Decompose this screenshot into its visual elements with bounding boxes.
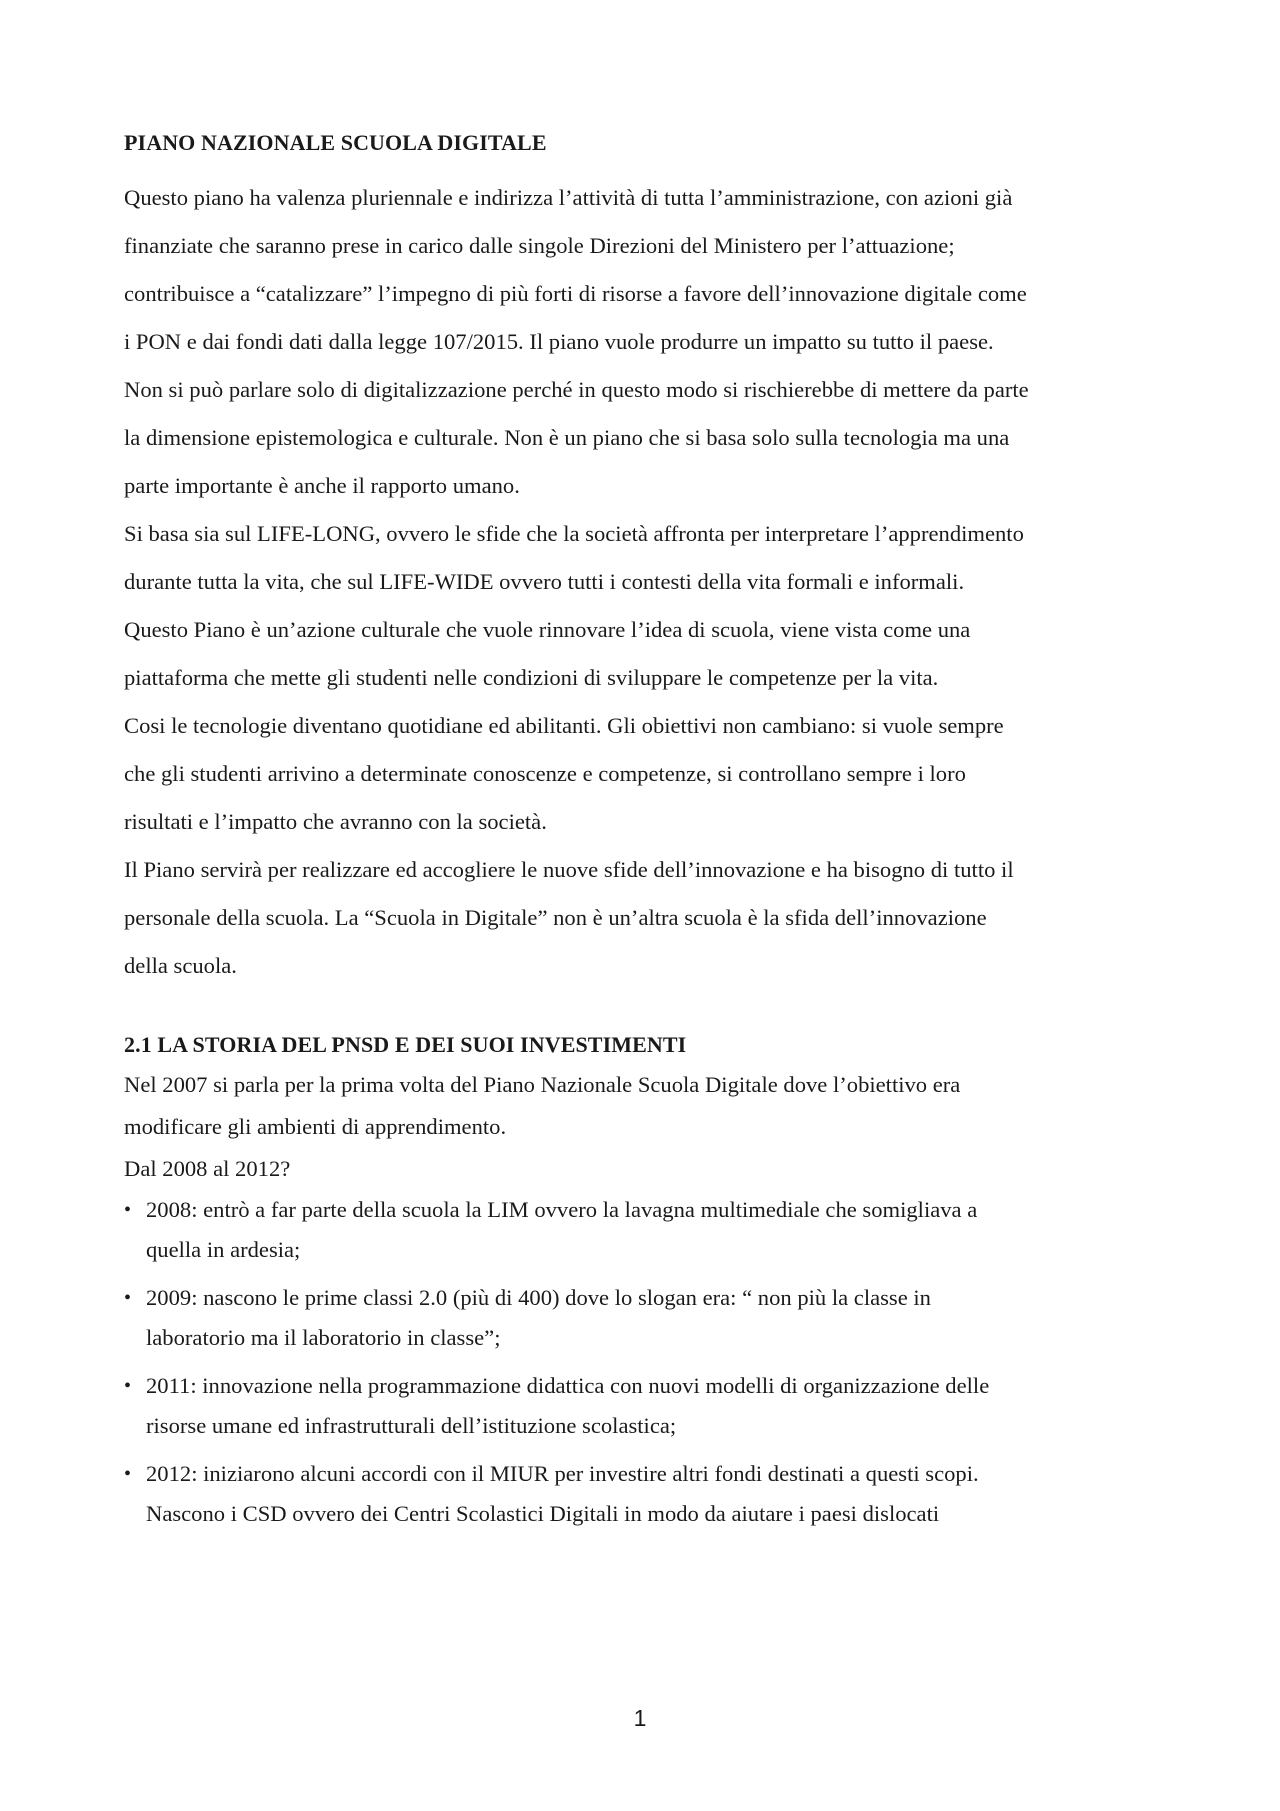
page-number: 1 [633, 1705, 647, 1731]
text-line: i PON e dai fondi dati dalla legge 107/2015. Il piano vuole produrre un impatto su tutto il paese. [124, 329, 994, 354]
bullet-line: • 2008: entrò a far parte della scuola la LIM ovvero la lavagna multimediale che somigliava a [146, 1197, 978, 1222]
bullet-item-2011 [124, 1366, 1174, 1446]
text-line: Dal 2008 al 2012? [124, 1156, 291, 1181]
text-line: personale della scuola. La “Scuola in Digitale” non è un’altra scuola è la sfida dell’innovazione [124, 905, 987, 930]
intro-paragraph [124, 174, 1174, 990]
bullet-item-2012 [124, 1454, 1174, 1534]
bullet-line: laboratorio ma il laboratorio in classe”; [146, 1325, 501, 1350]
text-line: finanziate che saranno prese in carico dalle singole Direzioni del Ministero per l’attuazione; [124, 233, 955, 258]
bullet-line: quella in ardesia; [146, 1237, 301, 1262]
text-line: Non si può parlare solo di digitalizzazione perché in questo modo si rischierebbe di mettere da parte [124, 377, 1029, 402]
page-content [124, 128, 1174, 1542]
text-line: contribuisce a “catalizzare” l’impegno di più forti di risorse a favore dell’innovazione digitale come [124, 281, 1027, 306]
text-line: che gli studenti arrivino a determinate conoscenze e competenze, si controllano sempre i loro [124, 761, 966, 786]
text-line: Cosi le tecnologie diventano quotidiane ed abilitanti. Gli obiettivi non cambiano: si vuole sempre [124, 713, 1004, 738]
text-line: modificare gli ambienti di apprendimento. [124, 1114, 507, 1139]
bullet-item-2009 [124, 1278, 1174, 1358]
bullet-item-2008 [124, 1190, 1174, 1270]
text-line: Il Piano servirà per realizzare ed accogliere le nuove sfide dell’innovazione e ha bisogno di tutto il [124, 857, 1014, 882]
text-line: durante tutta la vita, che sul LIFE-WIDE ovvero tutti i contesti della vita formali e informali. [124, 569, 965, 594]
text-line: piattaforma che mette gli studenti nelle condizioni di sviluppare le competenze per la vita. [124, 665, 939, 690]
bullet-line: • 2012: iniziarono alcuni accordi con il MIUR per investire altri fondi destinati a questi scopi. [146, 1461, 979, 1486]
bullet-line: Nascono i CSD ovvero dei Centri Scolastici Digitali in modo da aiutare i paesi dislocati [146, 1501, 940, 1526]
bullet-line: • 2009: nascono le prime classi 2.0 (più di 400) dove lo slogan era: “ non più la classe in [146, 1285, 931, 1310]
text-line: Si basa sia sul LIFE-LONG, ovvero le sfide che la società affronta per interpretare l’apprendimento [124, 521, 1024, 546]
text-line: Nel 2007 si parla per la prima volta del Piano Nazionale Scuola Digitale dove l’obiettivo era [124, 1072, 961, 1097]
bullet-list [124, 1190, 1174, 1534]
text-line: della scuola. [124, 953, 237, 978]
text-line: Questo Piano è un’azione culturale che vuole rinnovare l’idea di scuola, viene vista come una [124, 617, 971, 642]
section-paragraph [124, 1064, 1174, 1190]
document-heading: PIANO NAZIONALE SCUOLA DIGITALE [124, 130, 547, 155]
text-line: risultati e l’impatto che avranno con la società. [124, 809, 547, 834]
section-heading: 2.1 LA STORIA DEL PNSD E DEI SUOI INVESTIMENTI [124, 1032, 687, 1057]
bullet-line: • 2011: innovazione nella programmazione didattica con nuovi modelli di organizzazione delle [146, 1373, 990, 1398]
text-line: parte importante è anche il rapporto umano. [124, 473, 520, 498]
text-line: la dimensione epistemologica e culturale. Non è un piano che si basa solo sulla tecnologia ma una [124, 425, 1010, 450]
bullet-line: risorse umane ed infrastrutturali dell’istituzione scolastica; [146, 1413, 677, 1438]
text-line: Questo piano ha valenza pluriennale e indirizza l’attività di tutta l’amministrazione, con azioni già [124, 185, 1013, 210]
